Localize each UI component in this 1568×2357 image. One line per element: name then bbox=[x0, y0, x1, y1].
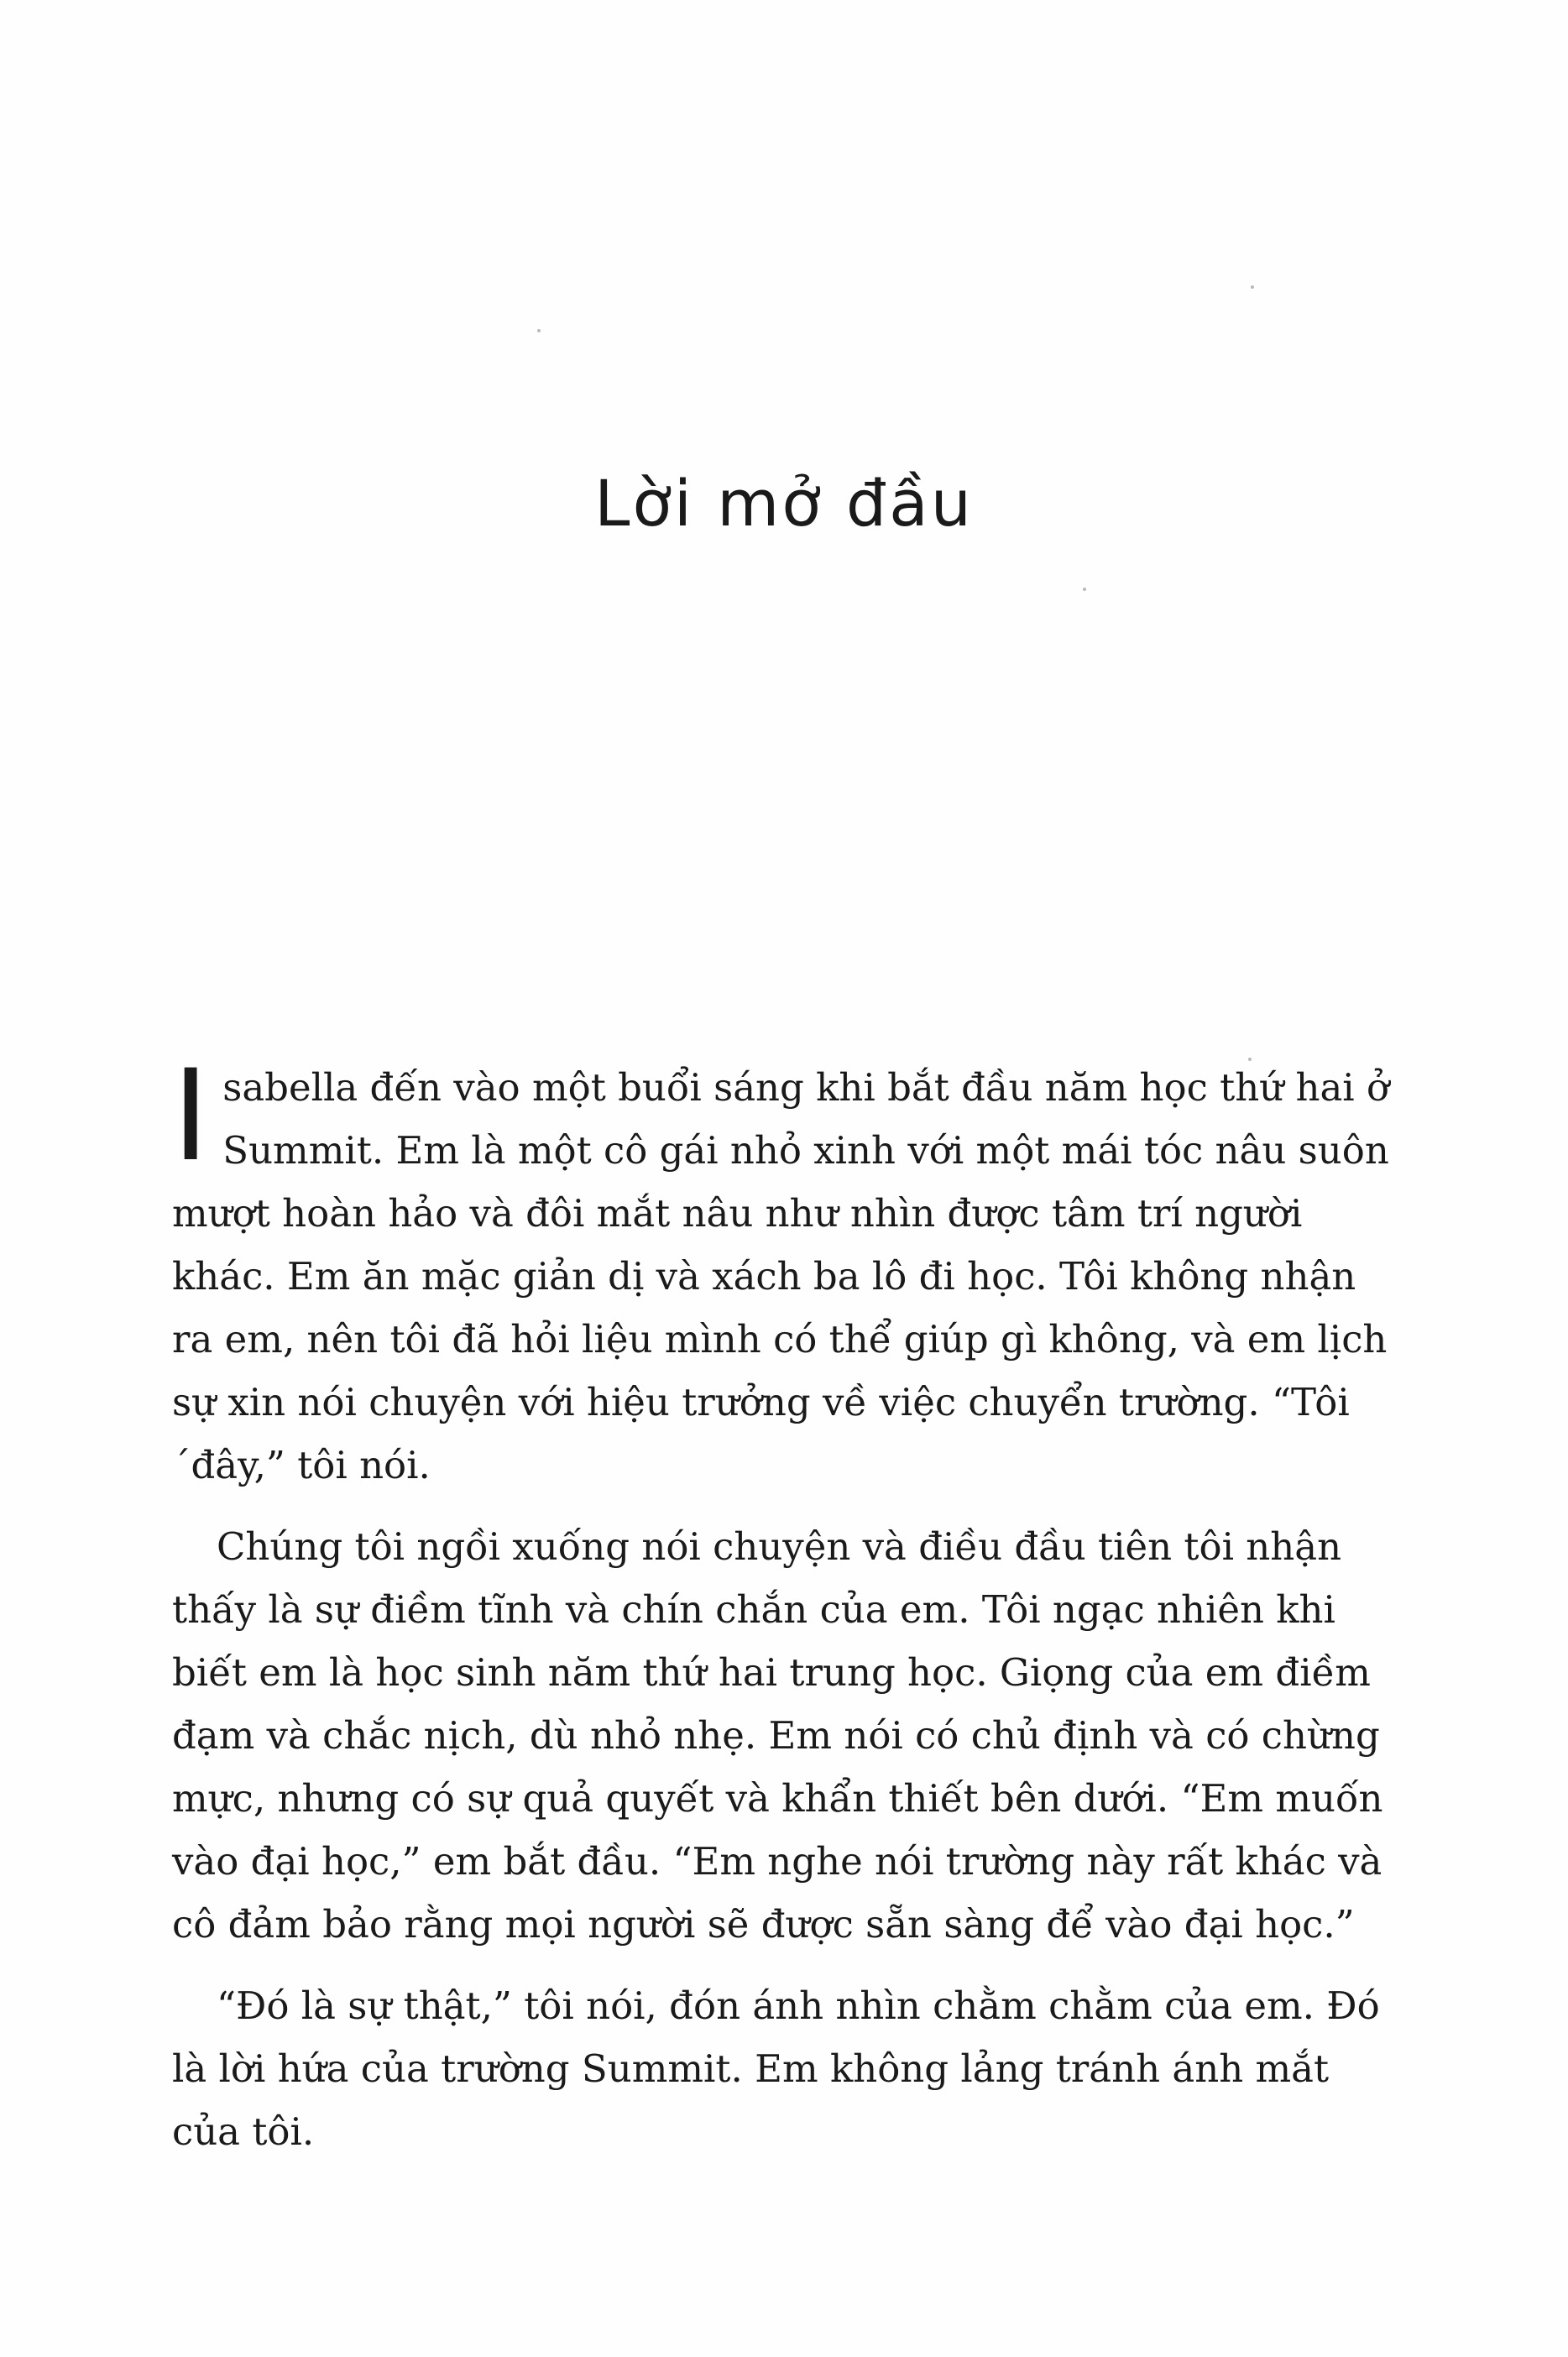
body-text bbox=[172, 1043, 1398, 2182]
paragraph-1-text: sabella đến vào một buổi sáng khi bắt đầu năm học thứ hai ở Summit. Em là một cô gái nhỏ xinh với một mái tóc nâu suôn mượt hoàn hảo và đôi mắt nâu như nhìn được tâm trí người khác. Em ăn mặc giản dị và xách ba lô đi học. Tôi không nhận ra em, nên tôi đã hỏi liệu mình có thể giúp gì không, và em lịch sự xin nói chuyện với hiệu trưởng về việc chuyển trường. “Tôi ´đây,” tôi nói. bbox=[172, 1065, 1390, 1487]
page-speck bbox=[537, 329, 541, 332]
paragraph-1 bbox=[172, 1043, 1398, 1497]
chapter-title: Lời mở đầu bbox=[594, 466, 974, 541]
drop-cap: I bbox=[172, 1043, 210, 1189]
page-speck bbox=[1251, 285, 1254, 289]
paragraph-3: “Đó là sự thật,” tôi nói, đón ánh nhìn chằm chằm của em. Đó là lời hứa của trường Summit. Em không lảng tránh ánh mắt của tôi. bbox=[172, 1983, 1380, 2154]
paragraph-2: Chúng tôi ngồi xuống nói chuyện và điều đầu tiên tôi nhận thấy là sự điềm tĩnh và chín chắn của em. Tôi ngạc nhiên khi biết em là học sinh năm thứ hai trung học. Giọng của em điềm đạm và chắc nịch, dù nhỏ nhẹ. Em nói có chủ định và có chừng mực, nhưng có sự quả quyết và khẩn thiết bên dưới. “Em muốn vào đại học,” em bắt đầu. “Em nghe nói trường này rất khác và cô đảm bảo rằng mọi người sẽ được sẵn sàng để vào đại học.” bbox=[172, 1524, 1383, 1947]
page-speck bbox=[1083, 588, 1086, 591]
